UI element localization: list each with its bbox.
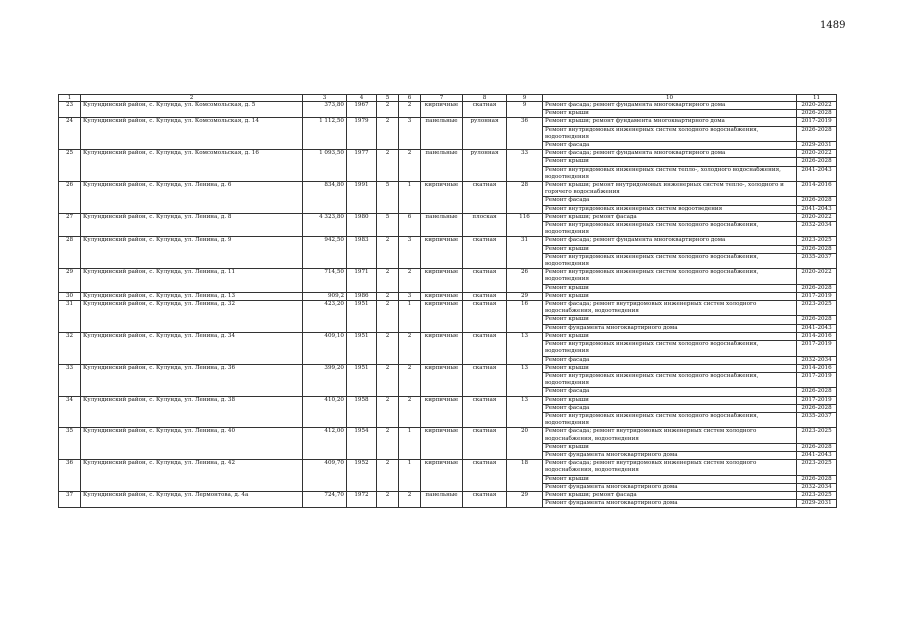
year-cell: 1986 xyxy=(347,292,377,300)
work-type-cell: Ремонт внутридомовых инженерных систем холодного водоснабжения, водоотведения xyxy=(543,126,797,141)
period-cell: 2017-2019 xyxy=(797,372,837,387)
period-cell: 2026-2028 xyxy=(797,284,837,292)
area-cell: 724,70 xyxy=(303,491,347,507)
floors-cell: 2 xyxy=(377,364,399,396)
wall-material-cell: кирпичные xyxy=(421,269,463,293)
area-cell: 4 323,80 xyxy=(303,213,347,237)
floors-cell: 2 xyxy=(377,269,399,293)
wall-material-cell: кирпичные xyxy=(421,428,463,460)
table-row xyxy=(59,460,837,475)
residents-cell: 116 xyxy=(507,213,543,237)
row-number: 32 xyxy=(59,332,81,364)
column-header: 10 xyxy=(543,95,797,102)
work-type-cell: Ремонт внутридомовых инженерных систем водоотведения xyxy=(543,205,797,213)
roof-type-cell: рулонная xyxy=(463,118,507,150)
period-cell: 2026-2028 xyxy=(797,110,837,118)
roof-type-cell: рулонная xyxy=(463,150,507,182)
floors-cell: 2 xyxy=(377,332,399,364)
work-type-cell: Ремонт фасада; ремонт внутридомовых инженерных систем холодного водоснабжения, водоотведения xyxy=(543,460,797,475)
work-type-cell: Ремонт крыши; ремонт внутридомовых инженерных систем тепло-, холодного и горячего водоснабжения xyxy=(543,182,797,197)
work-type-cell: Ремонт фундамента многоквартирного дома xyxy=(543,500,797,508)
period-cell: 2017-2019 xyxy=(797,118,837,126)
address-cell: Кулундинский район, с. Кулунда, ул. Ленина, д. 9 xyxy=(81,237,303,269)
residents-cell: 33 xyxy=(507,150,543,182)
column-header: 9 xyxy=(507,95,543,102)
period-cell: 2017-2019 xyxy=(797,292,837,300)
roof-type-cell: скатная xyxy=(463,491,507,507)
entrances-cell: 2 xyxy=(399,332,421,364)
table-row xyxy=(59,491,837,499)
area-cell: 409,70 xyxy=(303,460,347,492)
area-cell: 373,80 xyxy=(303,102,347,118)
period-cell: 2020-2022 xyxy=(797,150,837,158)
column-header: 6 xyxy=(399,95,421,102)
entrances-cell: 1 xyxy=(399,428,421,460)
wall-material-cell: панельные xyxy=(421,491,463,507)
table-row xyxy=(59,292,837,300)
work-type-cell: Ремонт внутридомовых инженерных систем холодного водоснабжения, водоотведения xyxy=(543,341,797,356)
wall-material-cell: панельные xyxy=(421,150,463,182)
residents-cell: 26 xyxy=(507,269,543,293)
period-cell: 2029-2031 xyxy=(797,142,837,150)
period-cell: 2035-2037 xyxy=(797,253,837,268)
period-cell: 2032-2034 xyxy=(797,356,837,364)
floors-cell: 2 xyxy=(377,292,399,300)
period-cell: 2026-2028 xyxy=(797,316,837,324)
wall-material-cell: кирпичные xyxy=(421,292,463,300)
residents-cell: 13 xyxy=(507,332,543,364)
period-cell: 2014-2016 xyxy=(797,182,837,197)
year-cell: 1951 xyxy=(347,301,377,333)
work-type-cell: Ремонт крыши xyxy=(543,245,797,253)
work-type-cell: Ремонт фасада; ремонт фундамента многоквартирного дома xyxy=(543,237,797,245)
period-cell: 2023-2025 xyxy=(797,301,837,316)
capital-repair-table xyxy=(58,94,837,508)
area-cell: 1 112,50 xyxy=(303,118,347,150)
column-header: 2 xyxy=(81,95,303,102)
work-type-cell: Ремонт внутридомовых инженерных систем холодного водоснабжения, водоотведения xyxy=(543,372,797,387)
year-cell: 1954 xyxy=(347,428,377,460)
work-type-cell: Ремонт фасада xyxy=(543,142,797,150)
floors-cell: 2 xyxy=(377,301,399,333)
work-type-cell: Ремонт крыши xyxy=(543,316,797,324)
table-row xyxy=(59,150,837,158)
entrances-cell: 2 xyxy=(399,269,421,293)
year-cell: 1972 xyxy=(347,491,377,507)
work-type-cell: Ремонт фасада xyxy=(543,197,797,205)
floors-cell: 2 xyxy=(377,118,399,150)
work-type-cell: Ремонт крыши xyxy=(543,158,797,166)
work-type-cell: Ремонт внутридомовых инженерных систем холодного водоснабжения, водоотведения xyxy=(543,222,797,237)
row-number: 25 xyxy=(59,150,81,182)
address-cell: Кулундинский район, с. Кулунда, ул. Ленина, д. 6 xyxy=(81,182,303,214)
roof-type-cell: скатная xyxy=(463,301,507,333)
period-cell: 2014-2016 xyxy=(797,364,837,372)
period-cell: 2041-2043 xyxy=(797,324,837,332)
period-cell: 2026-2028 xyxy=(797,388,837,396)
address-cell: Кулундинский район, с. Кулунда, ул. Ленина, д. 36 xyxy=(81,364,303,396)
period-cell: 2026-2028 xyxy=(797,475,837,483)
row-number: 28 xyxy=(59,237,81,269)
period-cell: 2017-2019 xyxy=(797,396,837,404)
column-header: 3 xyxy=(303,95,347,102)
entrances-cell: 3 xyxy=(399,118,421,150)
table-row xyxy=(59,213,837,221)
area-cell: 714,50 xyxy=(303,269,347,293)
residents-cell: 9 xyxy=(507,102,543,118)
row-number: 23 xyxy=(59,102,81,118)
column-header: 1 xyxy=(59,95,81,102)
work-type-cell: Ремонт фасада; ремонт фундамента многоквартирного дома xyxy=(543,102,797,110)
year-cell: 1958 xyxy=(347,396,377,428)
work-type-cell: Ремонт крыши xyxy=(543,284,797,292)
address-cell: Кулундинский район, с. Кулунда, ул. Ленина, д. 13 xyxy=(81,292,303,300)
table-row xyxy=(59,118,837,126)
floors-cell: 2 xyxy=(377,102,399,118)
address-cell: Кулундинский район, с. Кулунда, ул. Лермонтова, д. 4а xyxy=(81,491,303,507)
work-type-cell: Ремонт фасада; ремонт внутридомовых инженерных систем холодного водоснабжения, водоотведения xyxy=(543,301,797,316)
roof-type-cell: скатная xyxy=(463,269,507,293)
address-cell: Кулундинский район, с. Кулунда, ул. Ленина, д. 8 xyxy=(81,213,303,237)
residents-cell: 13 xyxy=(507,364,543,396)
wall-material-cell: кирпичные xyxy=(421,332,463,364)
period-cell: 2020-2022 xyxy=(797,269,837,284)
wall-material-cell: кирпичные xyxy=(421,182,463,214)
period-cell: 2017-2019 xyxy=(797,341,837,356)
roof-type-cell: скатная xyxy=(463,102,507,118)
column-header: 4 xyxy=(347,95,377,102)
wall-material-cell: панельные xyxy=(421,213,463,237)
work-type-cell: Ремонт крыши xyxy=(543,110,797,118)
period-cell: 2023-2025 xyxy=(797,460,837,475)
row-number: 31 xyxy=(59,301,81,333)
work-type-cell: Ремонт фасада; ремонт фундамента многоквартирного дома xyxy=(543,150,797,158)
period-cell: 2041-2043 xyxy=(797,166,837,181)
wall-material-cell: кирпичные xyxy=(421,102,463,118)
period-cell: 2026-2028 xyxy=(797,245,837,253)
period-cell: 2029-2031 xyxy=(797,500,837,508)
row-number: 30 xyxy=(59,292,81,300)
residents-cell: 13 xyxy=(507,396,543,428)
period-cell: 2026-2028 xyxy=(797,126,837,141)
column-header: 7 xyxy=(421,95,463,102)
roof-type-cell: скатная xyxy=(463,460,507,492)
roof-type-cell: скатная xyxy=(463,364,507,396)
period-cell: 2035-2037 xyxy=(797,412,837,427)
entrances-cell: 2 xyxy=(399,150,421,182)
period-cell: 2032-2034 xyxy=(797,222,837,237)
wall-material-cell: кирпичные xyxy=(421,301,463,333)
area-cell: 399,20 xyxy=(303,364,347,396)
roof-type-cell: скатная xyxy=(463,332,507,364)
column-header: 8 xyxy=(463,95,507,102)
floors-cell: 2 xyxy=(377,150,399,182)
table-row xyxy=(59,301,837,316)
work-type-cell: Ремонт крыши xyxy=(543,292,797,300)
period-cell: 2041-2043 xyxy=(797,451,837,459)
period-cell: 2032-2034 xyxy=(797,483,837,491)
entrances-cell: 2 xyxy=(399,491,421,507)
row-number: 33 xyxy=(59,364,81,396)
work-type-cell: Ремонт внутридомовых инженерных систем холодного водоснабжения, водоотведения xyxy=(543,412,797,427)
wall-material-cell: кирпичные xyxy=(421,237,463,269)
entrances-cell: 1 xyxy=(399,301,421,333)
roof-type-cell: скатная xyxy=(463,396,507,428)
area-cell: 409,10 xyxy=(303,332,347,364)
work-type-cell: Ремонт крыши; ремонт фасада xyxy=(543,213,797,221)
address-cell: Кулундинский район, с. Кулунда, ул. Ленина, д. 11 xyxy=(81,269,303,293)
period-cell: 2020-2022 xyxy=(797,213,837,221)
work-type-cell: Ремонт фундамента многоквартирного дома xyxy=(543,324,797,332)
floors-cell: 2 xyxy=(377,491,399,507)
page-number: 1489 xyxy=(820,20,846,31)
residents-cell: 29 xyxy=(507,292,543,300)
work-type-cell: Ремонт крыши xyxy=(543,364,797,372)
area-cell: 410,20 xyxy=(303,396,347,428)
wall-material-cell: кирпичные xyxy=(421,396,463,428)
year-cell: 1971 xyxy=(347,269,377,293)
year-cell: 1951 xyxy=(347,332,377,364)
period-cell: 2026-2028 xyxy=(797,158,837,166)
floors-cell: 5 xyxy=(377,182,399,214)
table-row xyxy=(59,182,837,197)
entrances-cell: 2 xyxy=(399,396,421,428)
residents-cell: 31 xyxy=(507,237,543,269)
residents-cell: 18 xyxy=(507,460,543,492)
row-number: 36 xyxy=(59,460,81,492)
table-row xyxy=(59,396,837,404)
table-row xyxy=(59,332,837,340)
year-cell: 1980 xyxy=(347,213,377,237)
address-cell: Кулундинский район, с. Кулунда, ул. Ленина, д. 40 xyxy=(81,428,303,460)
year-cell: 1951 xyxy=(347,364,377,396)
work-type-cell: Ремонт крыши; ремонт фундамента многоквартирного дома xyxy=(543,118,797,126)
work-type-cell: Ремонт внутридомовых инженерных систем тепло-, холодного водоснабжения, водоотведения xyxy=(543,166,797,181)
year-cell: 1983 xyxy=(347,237,377,269)
address-cell: Кулундинский район, с. Кулунда, ул. Ленина, д. 42 xyxy=(81,460,303,492)
entrances-cell: 1 xyxy=(399,460,421,492)
wall-material-cell: панельные xyxy=(421,118,463,150)
roof-type-cell: скатная xyxy=(463,237,507,269)
period-cell: 2023-2025 xyxy=(797,428,837,443)
wall-material-cell: кирпичные xyxy=(421,460,463,492)
table-row xyxy=(59,269,837,284)
row-number: 35 xyxy=(59,428,81,460)
column-header: 5 xyxy=(377,95,399,102)
row-number: 26 xyxy=(59,182,81,214)
address-cell: Кулундинский район, с. Кулунда, ул. Комсомольская, д. 14 xyxy=(81,118,303,150)
table-row xyxy=(59,364,837,372)
entrances-cell: 3 xyxy=(399,237,421,269)
area-cell: 412,00 xyxy=(303,428,347,460)
year-cell: 1991 xyxy=(347,182,377,214)
header-row xyxy=(59,95,837,102)
row-number: 37 xyxy=(59,491,81,507)
floors-cell: 2 xyxy=(377,428,399,460)
year-cell: 1977 xyxy=(347,150,377,182)
work-type-cell: Ремонт крыши xyxy=(543,396,797,404)
period-cell: 2023-2025 xyxy=(797,491,837,499)
row-number: 27 xyxy=(59,213,81,237)
period-cell: 2014-2016 xyxy=(797,332,837,340)
address-cell: Кулундинский район, с. Кулунда, ул. Комсомольская, д. 16 xyxy=(81,150,303,182)
residents-cell: 28 xyxy=(507,182,543,214)
residents-cell: 36 xyxy=(507,118,543,150)
roof-type-cell: плоская xyxy=(463,213,507,237)
area-cell: 909,2 xyxy=(303,292,347,300)
wall-material-cell: кирпичные xyxy=(421,364,463,396)
work-type-cell: Ремонт крыши xyxy=(543,475,797,483)
table-body xyxy=(59,102,837,508)
residents-cell: 29 xyxy=(507,491,543,507)
work-type-cell: Ремонт фасада xyxy=(543,356,797,364)
floors-cell: 5 xyxy=(377,213,399,237)
address-cell: Кулундинский район, с. Кулунда, ул. Ленина, д. 38 xyxy=(81,396,303,428)
residents-cell: 20 xyxy=(507,428,543,460)
address-cell: Кулундинский район, с. Кулунда, ул. Комсомольская, д. 5 xyxy=(81,102,303,118)
table-row xyxy=(59,102,837,110)
year-cell: 1979 xyxy=(347,118,377,150)
roof-type-cell: скатная xyxy=(463,182,507,214)
period-cell: 2026-2028 xyxy=(797,404,837,412)
entrances-cell: 2 xyxy=(399,102,421,118)
roof-type-cell: скатная xyxy=(463,292,507,300)
work-type-cell: Ремонт крыши; ремонт фасада xyxy=(543,491,797,499)
area-cell: 834,80 xyxy=(303,182,347,214)
work-type-cell: Ремонт фасада xyxy=(543,388,797,396)
period-cell: 2026-2028 xyxy=(797,443,837,451)
area-cell: 423,20 xyxy=(303,301,347,333)
period-cell: 2023-2025 xyxy=(797,237,837,245)
period-cell: 2041-2043 xyxy=(797,205,837,213)
table-row xyxy=(59,428,837,443)
floors-cell: 2 xyxy=(377,460,399,492)
entrances-cell: 6 xyxy=(399,213,421,237)
year-cell: 1952 xyxy=(347,460,377,492)
year-cell: 1967 xyxy=(347,102,377,118)
row-number: 29 xyxy=(59,269,81,293)
work-type-cell: Ремонт внутридомовых инженерных систем холодного водоснабжения, водоотведения xyxy=(543,269,797,284)
entrances-cell: 1 xyxy=(399,182,421,214)
floors-cell: 2 xyxy=(377,396,399,428)
address-cell: Кулундинский район, с. Кулунда, ул. Ленина, д. 34 xyxy=(81,332,303,364)
row-number: 34 xyxy=(59,396,81,428)
entrances-cell: 2 xyxy=(399,364,421,396)
work-type-cell: Ремонт фундамента многоквартирного дома xyxy=(543,451,797,459)
roof-type-cell: скатная xyxy=(463,428,507,460)
row-number: 24 xyxy=(59,118,81,150)
floors-cell: 2 xyxy=(377,237,399,269)
work-type-cell: Ремонт крыши xyxy=(543,332,797,340)
work-type-cell: Ремонт фасада; ремонт внутридомовых инженерных систем холодного водоснабжения, водоотведения xyxy=(543,428,797,443)
period-cell: 2026-2028 xyxy=(797,197,837,205)
work-type-cell: Ремонт внутридомовых инженерных систем холодного водоснабжения, водоотведения xyxy=(543,253,797,268)
table-row xyxy=(59,237,837,245)
work-type-cell: Ремонт фундамента многоквартирного дома xyxy=(543,483,797,491)
area-cell: 1 093,50 xyxy=(303,150,347,182)
entrances-cell: 3 xyxy=(399,292,421,300)
column-header: 11 xyxy=(797,95,837,102)
address-cell: Кулундинский район, с. Кулунда, ул. Ленина, д. 32 xyxy=(81,301,303,333)
work-type-cell: Ремонт фасада xyxy=(543,404,797,412)
work-type-cell: Ремонт крыши xyxy=(543,443,797,451)
period-cell: 2020-2022 xyxy=(797,102,837,110)
residents-cell: 16 xyxy=(507,301,543,333)
area-cell: 942,50 xyxy=(303,237,347,269)
